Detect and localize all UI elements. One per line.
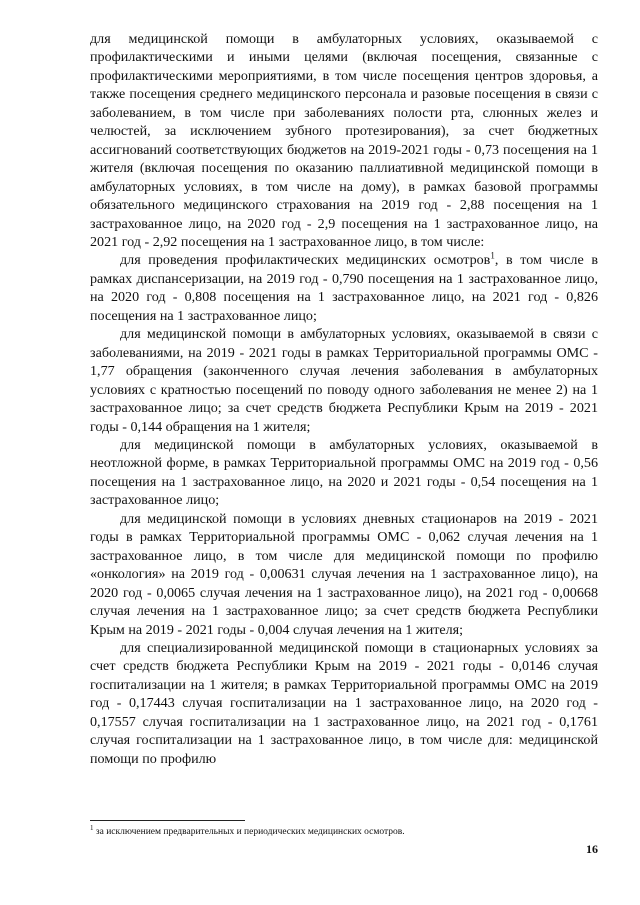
paragraph-preventive-exams [90,251,598,325]
page-number: 16 [586,842,598,856]
paragraph-text: для медицинской помощи в амбулаторных условиях, оказываемой в неотложной форме, в рамках Территориальной программы ОМС на 2019 год - 0,56 посещения на 1 застрахованное лицо, на 2020 и 2021 годы - 0,54 посещения на 1 застрахованное лицо; [90,436,598,509]
paragraph-day-hospital [90,510,598,639]
footnote-reference[interactable]: 1 [490,250,495,261]
footnote-divider [90,820,245,821]
paragraph-text-after: , в том числе в рамках диспансеризации, на 2019 год - 0,790 посещения на 1 застрахованное лицо, на 2020 год - 0,808 посещения на 1 застрахованное лицо, на 2021 год - 0,826 посещения на 1 застрахованное лицо; [90,252,598,324]
paragraph-outpatient-disease [90,325,598,436]
paragraph-text: для специализированной медицинской помощи в стационарных условиях за счет средств бюджета Республики Крым на 2019 - 2021 годы - 0,0146 случая госпитализации на 1 жителя; в рамках Территориальной программы ОМС на 2019 год - 0,17443 случая госпитализации на 1 застрахованное лицо, на 2020 год - 0,17557 случая госпитализации на 1 застрахованное лицо, на 2021 год - 0,1761 случая госпитализации на 1 застрахованное лицо, в том числе для: медицинской помощи по профилю [90,639,598,767]
paragraph-text: для медицинской помощи в амбулаторных условиях, оказываемой с профилактическими и иными целями (включая посещения, связанные с профилактическими мероприятиями, в том числе посещения центров здоровья, а также посещения среднего медицинского персонала и разовые посещения в связи с заболеванием, в том числе при заболеваниях полости рта, слюнных желез и челюстей, за исключением зубного протезирования), за счет бюджетных ассигнований соответствующих бюджетов на 2019-2021 годы - 0,73 посещения на 1 жителя (включая посещения по оказанию паллиативной медицинской помощи в амбулаторных условиях, в том числе на дому), в рамках базовой программы обязательного медицинского страхования на 2019 год - 2,88 посещения на 1 застрахованное лицо, на 2020 год - 2,9 посещения на 1 застрахованное лицо, на 2021 год - 2,92 посещения на 1 застрахованное лицо, в том числе: [90,31,598,250]
paragraph-specialized-inpatient [90,639,598,768]
body-text [90,30,598,768]
paragraph-text-before: для проведения профилактических медицинских осмотров [120,252,491,269]
paragraph-outpatient-urgent [90,436,598,510]
paragraph-text: для медицинской помощи в условиях дневных стационаров на 2019 - 2021 годы в рамках Территориальной программы ОМС - 0,062 случая лечения на 1 застрахованное лицо, в том числе для медицинской помощи по профилю «онкология» на 2019 год - 0,00631 случая лечения на 1 застрахованное лицо), на 2020 год - 0,0065 случая лечения на 1 застрахованное лицо), на 2021 год - 0,00668 случая лечения на 1 застрахованное лицо; за счет средств бюджета Республики Крым на 2019 - 2021 годы - 0,004 случая лечения на 1 жителя; [90,510,598,638]
footnote [90,823,598,838]
paragraph-text: для медицинской помощи в амбулаторных условиях, оказываемой в связи с заболеваниями, на 2019 - 2021 годы в рамках Территориальной программы ОМС - 1,77 обращения (законченного случая лечения заболевания в амбулаторных условиях с кратностью посещений по поводу одного заболевания не менее 2) на 1 застрахованное лицо; за счет средств бюджета Республики Крым на 2019 - 2021 годы - 0,144 обращения на 1 жителя; [90,326,598,435]
footnote-marker: 1 [90,823,94,832]
footnote-text: за исключением предварительных и периодических медицинских осмотров. [95,827,405,837]
paragraph-outpatient-preventive [90,30,598,251]
